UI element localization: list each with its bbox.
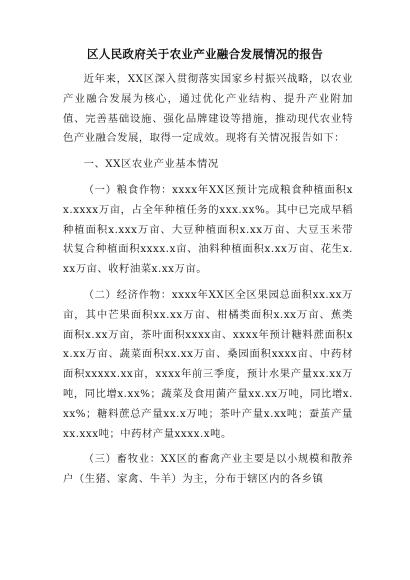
livestock-paragraph: （三）畜牧业：XX区的畜禽产业主要是以小规模和散养户（生猪、家禽、牛羊）为主，分布于辖区内的各乡镇 bbox=[63, 453, 353, 486]
document-body bbox=[63, 70, 353, 490]
intro-paragraph: 近年来，XX区深入贯彻落实国家乡村振兴战略，以农业产业融合发展为核心，通过优化产业结构、提升产业附加值、完善基础设施、强化品牌建设等措施，推动现代农业特色产业融合发展，取得一定成效。现将有关情况报告如下： bbox=[63, 73, 353, 145]
document-title: 区人民政府关于农业产业融合发展情况的报告 bbox=[87, 47, 323, 61]
economic-crops-paragraph: （二）经济作物：xxxx年XX区全区果园总面积xx.xx万亩，其中芒果面积xx.xx万亩、柑橘类面积x.xx万亩、蕉类面积x.xx万亩，茶叶面积xxxx亩、xxxx年预计糖料蔗面积xx.xx万亩、蔬菜面积xx.xx万亩、桑园面积xxxx亩、中药材面积xxxxx.xx亩，xxxx年前三季度，预计水果产量xx.xx万吨，同比增x.xx%；蔬菜及食用菌产量xx.xx万吨，同比增x.xx%；糖料蔗总产量xx.x万吨；茶叶产量x.xx吨；蚕茧产量xx.xxx吨；中药材产量xxxx.x吨。 bbox=[63, 288, 353, 440]
grain-crops-paragraph: （一）粮食作物：xxxx年XX区预计完成粮食种植面积xx.xxxx万亩，占全年种植任务的xxx.xx%。其中已完成早稻种植面积x.xxx万亩、大豆种植面积x.xx万亩、大豆玉米带状复合种植面积xxxx.x亩、油料种植面积x.xx万亩、花生x.xx万亩、收籽油菜x.xx万亩。 bbox=[63, 183, 353, 276]
section-heading: 一、XX区农业产业基本情况 bbox=[83, 158, 219, 171]
